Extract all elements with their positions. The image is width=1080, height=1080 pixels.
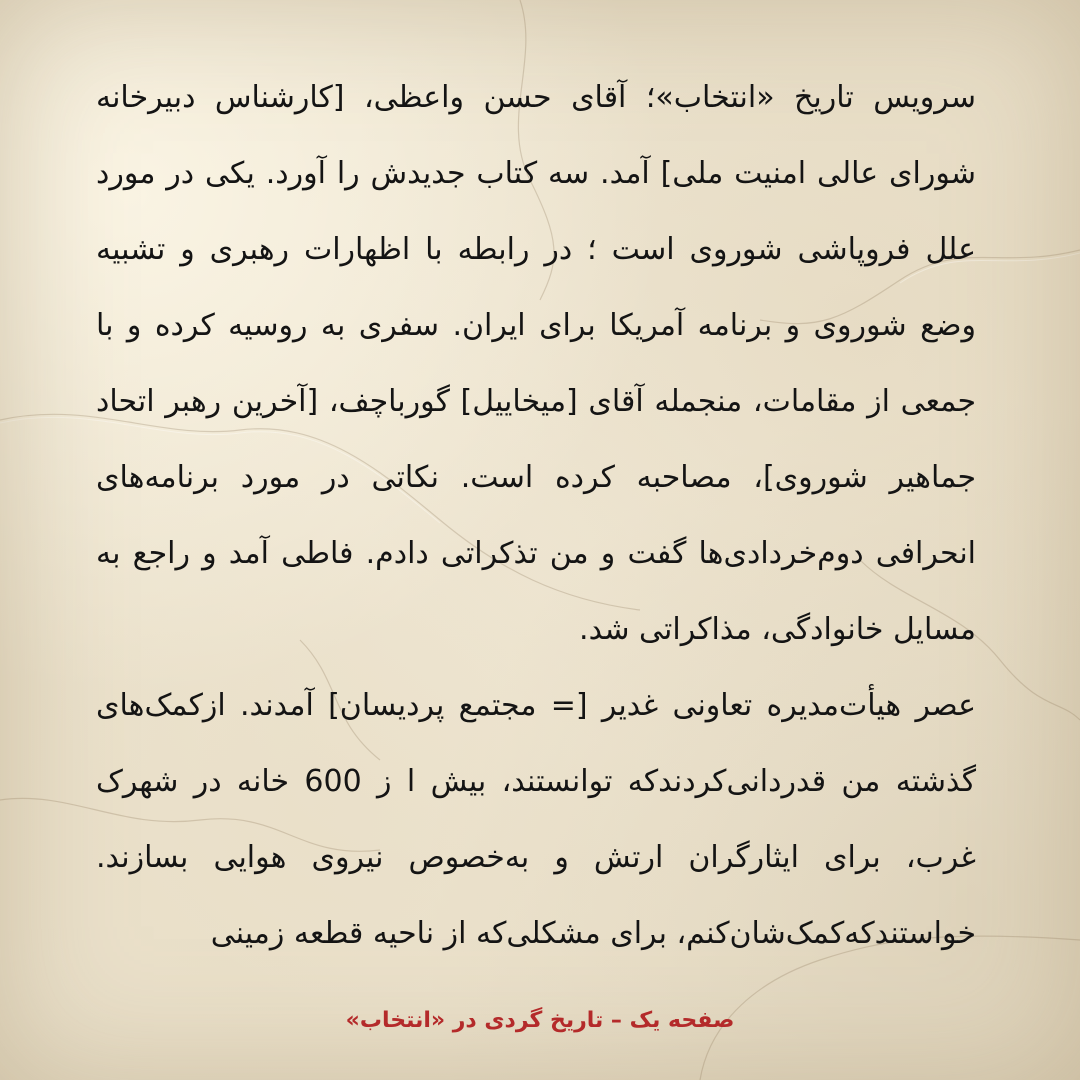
article-body [96, 60, 976, 972]
article-paragraph-2: عصر هیأت‌مدیره تعاونی غدیر [= مجتمع پردیسان] آمدند. ازکمک‌های گذشته من قدردانی‌کردندکه توانستند، بیش ا ز 600 خانه در شهرک غرب، برای ایثارگران ارتش و به‌خصوص نیروی هوایی بسازند. خواستندکه‌کمک‌شان‌کنم، برای مشکلی‌که از ناحیه قطعه زمینی [96, 688, 976, 951]
article-paragraph-1: سرویس تاریخ «انتخاب»؛ آقای حسن واعظی، [کارشناس دبیرخانه شورای عالی امنیت ملی] آمد. سه کتاب جدیدش را آورد. یکی در مورد علل فروپاشی شوروی است ؛ در رابطه با اظهارات رهبری و تشبیه وضع شوروی و برنامه آمریکا برای ایران. سفری به روسیه کرده و با جمعی از مقامات، منجمله آقای [میخاییل] گورباچف، [آخرین رهبر اتحاد جماهیر شوروی]، مصاحبه کرده است. نکاتی در مورد برنامه‌های انحرافی دوم‌خردادی‌ها گفت و من تذکراتی دادم. فاطی آمد و راجع به مسایل خانوادگی، مذاکراتی شد. [96, 80, 976, 647]
page-footer-caption: صفحه یک – تاریخ گردی در «انتخاب» [345, 1008, 735, 1033]
